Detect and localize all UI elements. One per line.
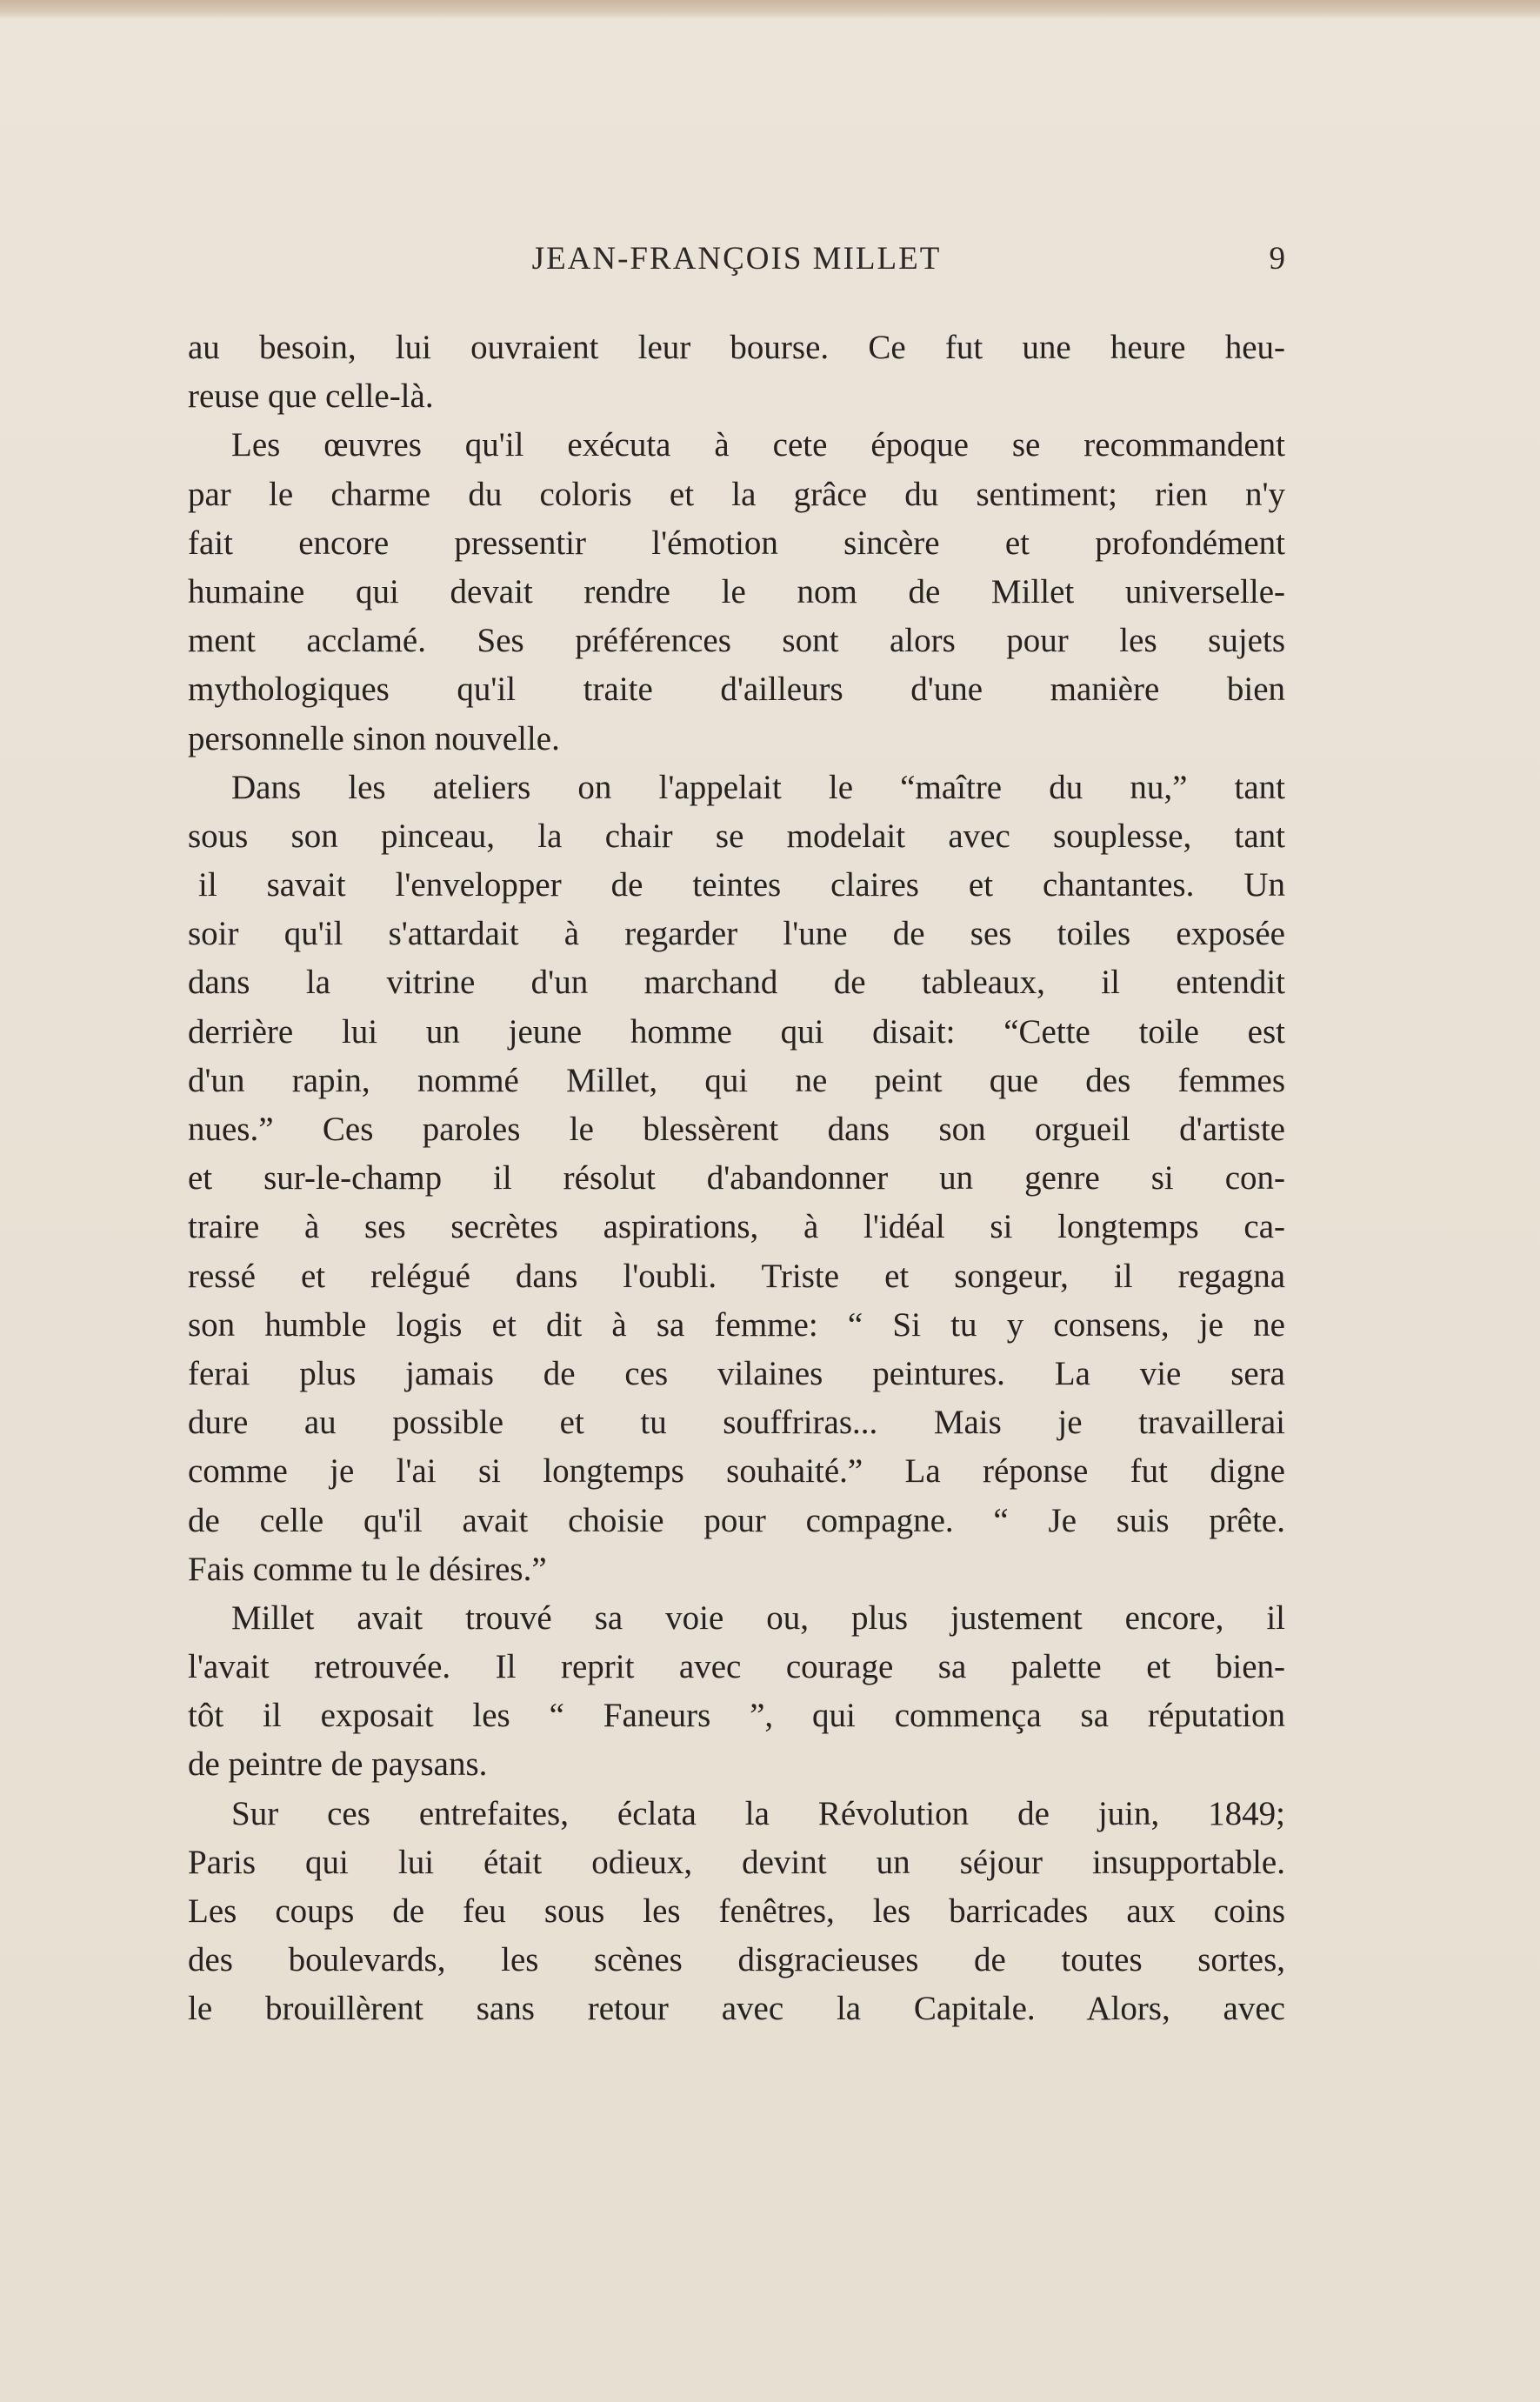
text-line: au besoin, lui ouvraient leur bourse. Ce fut une heure heu- xyxy=(188,329,1285,366)
text-line: tôt il exposait les “ Faneurs ”, qui commença sa réputation xyxy=(188,1697,1285,1735)
text-line: Sur ces entrefaites, éclata la Révolution de juin, 1849; xyxy=(231,1794,1285,1832)
text-line: d'un rapin, nommé Millet, qui ne peint que des femmes xyxy=(188,1061,1285,1099)
text-line: soir qu'il s'attardait à regarder l'une de ses toiles exposée xyxy=(188,915,1285,953)
text-line: dans la vitrine d'un marchand de tableaux, il entendit xyxy=(188,964,1285,1002)
text-line: par le charme du coloris et la grâce du sentiment; rien n'y xyxy=(188,475,1285,513)
running-head xyxy=(188,238,1285,280)
text-line: fait encore pressentir l'émotion sincère et profondément xyxy=(188,524,1285,562)
text-line: derrière lui un jeune homme qui disait: “Cette toile est xyxy=(188,1012,1285,1051)
text-line: ressé et relégué dans l'oubli. Triste et songeur, il regagna xyxy=(188,1257,1285,1295)
text-line: il savait l'envelopper de teintes claires et chantantes. Un xyxy=(198,866,1285,904)
body-text xyxy=(188,324,1285,2034)
text-line: Millet avait trouvé sa voie ou, plus justement encore, il xyxy=(231,1598,1285,1637)
text-line: mythologiques qu'il traite d'ailleurs d'une manière bien xyxy=(188,671,1285,709)
text-line: de peintre de paysans. xyxy=(188,1745,488,1784)
page-top-edge xyxy=(0,0,1540,19)
text-line: humaine qui devait rendre le nom de Millet universelle- xyxy=(188,572,1285,611)
text-line: des boulevards, les scènes disgracieuses de toutes sortes, xyxy=(188,1941,1285,1979)
text-line: reuse que celle-là. xyxy=(188,377,434,416)
text-line: Dans les ateliers on l'appelait le “maître du nu,” tant xyxy=(231,768,1285,806)
text-line: ment acclamé. Ses préférences sont alors pour les sujets xyxy=(188,622,1285,660)
text-line: personnelle sinon nouvelle. xyxy=(188,719,560,757)
text-line: nues.” Ces paroles le blessèrent dans son orgueil d'artiste xyxy=(188,1111,1285,1148)
text-line: Les œuvres qu'il exécuta à cete époque se recommandent xyxy=(231,426,1285,464)
text-line: le brouillèrent sans retour avec la Capitale. Alors, avec xyxy=(188,1990,1285,2028)
page-number: 9 xyxy=(1269,241,1285,277)
text-line: l'avait retrouvée. Il reprit avec courage sa palette et bien- xyxy=(188,1648,1285,1686)
text-line: comme je l'ai si longtemps souhaité.” La réponse fut digne xyxy=(188,1452,1285,1491)
text-line: ferai plus jamais de ces vilaines peintures. La vie sera xyxy=(188,1354,1285,1392)
text-line: dure au possible et tu souffriras... Mais je travaillerai xyxy=(188,1404,1285,1442)
text-line: traire à ses secrètes aspirations, à l'idéal si longtemps ca- xyxy=(188,1208,1285,1246)
text-line: Paris qui lui était odieux, devint un séjour insupportable. xyxy=(188,1843,1285,1881)
running-title: JEAN-FRANÇOIS MILLET xyxy=(531,241,942,277)
text-line: Les coups de feu sous les fenêtres, les barricades aux coins xyxy=(188,1892,1285,1930)
text-line: sous son pinceau, la chair se modelait avec souplesse, tant xyxy=(188,817,1285,855)
text-line: son humble logis et dit à sa femme: “ Si tu y consens, je ne xyxy=(188,1305,1285,1344)
text-line: de celle qu'il avait choisie pour compagne. “ Je suis prête. xyxy=(188,1501,1285,1539)
text-line: et sur-le-champ il résolut d'abandonner un genre si con- xyxy=(188,1159,1285,1198)
text-line: Fais comme tu le désires.” xyxy=(188,1550,547,1588)
